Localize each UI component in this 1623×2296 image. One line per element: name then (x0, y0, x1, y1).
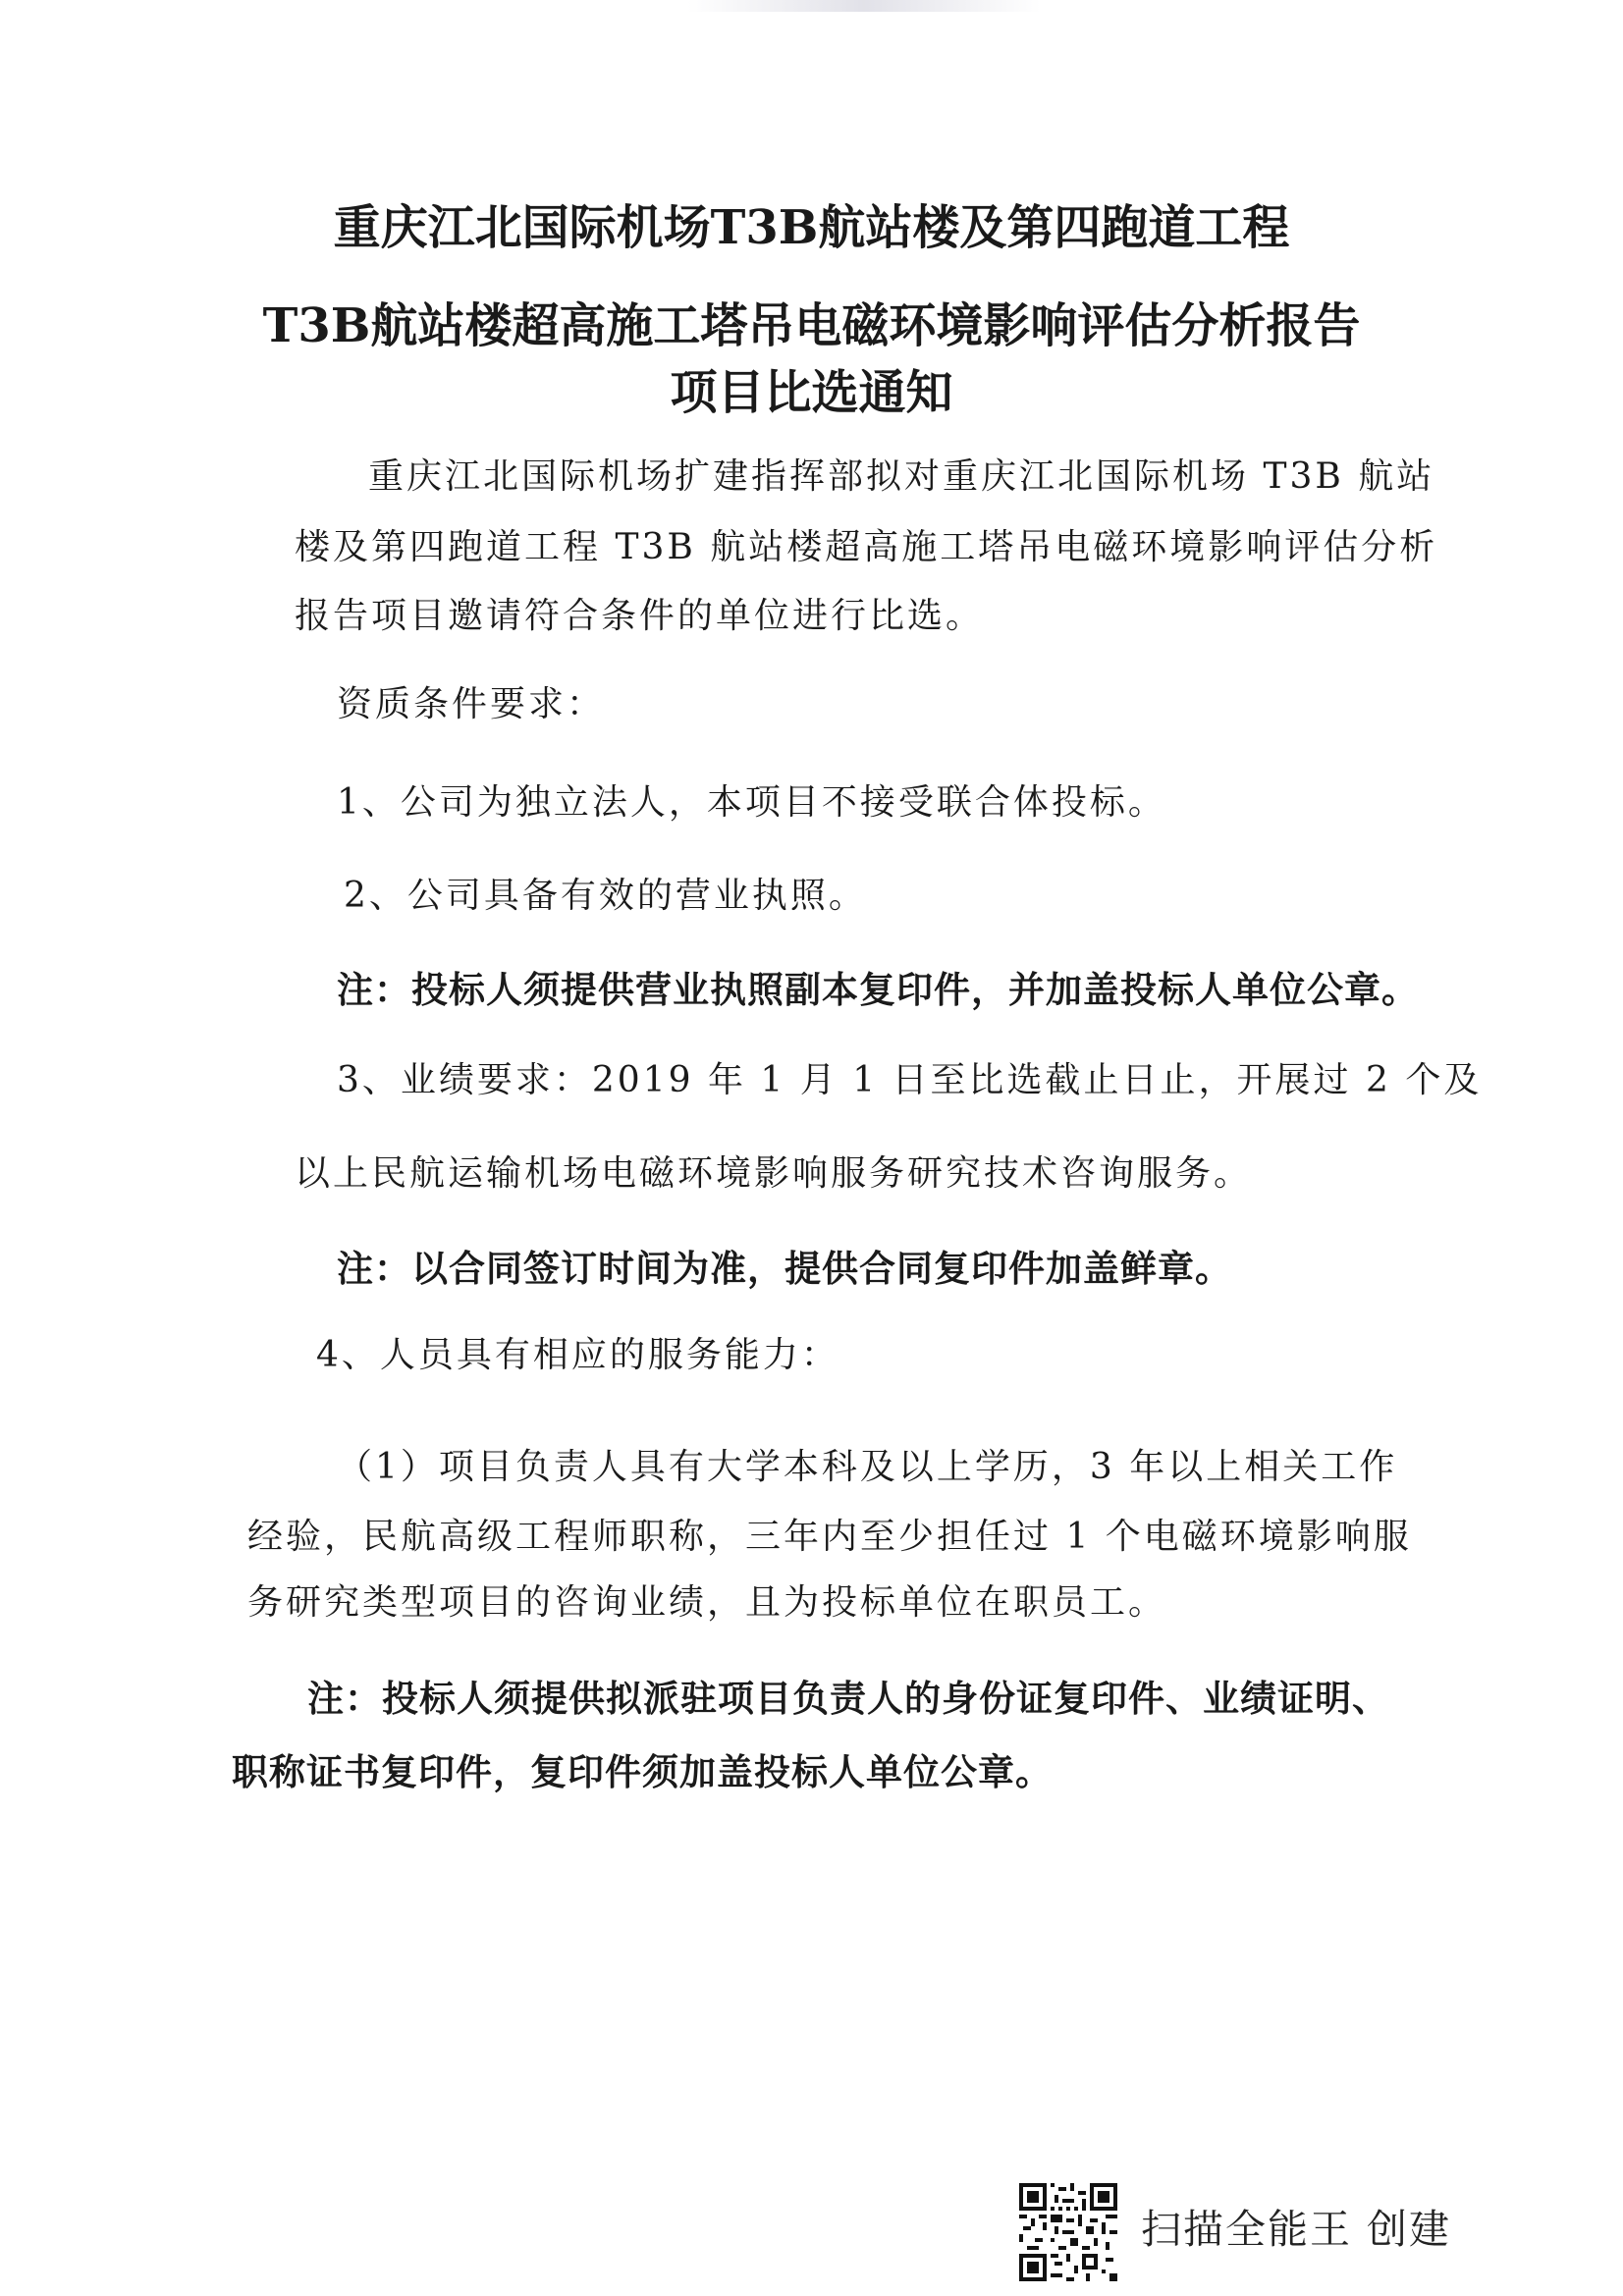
item-4-sub-line-2: 经验，民航高级工程师职称，三年内至少担任过 1 个电磁环境影响服 (247, 1517, 1412, 1557)
note-3-line-1: 注：投标人须提供拟派驻项目负责人的身份证复印件、业绩证明、 (307, 1677, 1389, 1720)
item-2: 2、公司具备有效的营业执照。 (344, 876, 867, 916)
note-3-line-2: 职称证书复印件，复印件须加盖投标人单位公章。 (232, 1750, 1053, 1793)
item-4-sub-line-3: 务研究类型项目的咨询业绩，且为投标单位在职员工。 (247, 1582, 1167, 1623)
intro-line-1: 重庆江北国际机场扩建指挥部拟对重庆江北国际机场 T3B 航站 (368, 456, 1435, 497)
title-line-2: T3B航站楼超高施工塔吊电磁环境影响评估分析报告 (262, 298, 1361, 353)
item-4: 4、人员具有相应的服务能力： (316, 1335, 839, 1375)
item-4-sub-line-1: （1）项目负责人具有大学本科及以上学历，3 年以上相关工作 (337, 1447, 1398, 1487)
item-1: 1、公司为独立法人，本项目不接受联合体投标。 (337, 782, 1166, 823)
scanner-watermark-label: 扫描全能王 创建 (1141, 2206, 1452, 2253)
section-heading: 资质条件要求： (337, 684, 606, 724)
title-line-1: 重庆江北国际机场T3B航站楼及第四跑道工程 (333, 200, 1290, 255)
item-3-line-1: 3、业绩要求：2019 年 1 月 1 日至比选截止日止，开展过 2 个及 (337, 1060, 1483, 1100)
intro-line-3: 报告项目邀请符合条件的单位进行比选。 (295, 596, 985, 636)
scan-artifact (687, 0, 1041, 12)
item-3-line-2: 以上民航运输机场电磁环境影响服务研究技术咨询服务。 (295, 1153, 1253, 1194)
intro-line-2: 楼及第四跑道工程 T3B 航站楼超高施工塔吊电磁环境影响评估分析 (295, 527, 1438, 567)
title-line-3: 项目比选通知 (670, 365, 953, 420)
note-1: 注：投标人须提供营业执照副本复印件，并加盖投标人单位公章。 (337, 968, 1419, 1011)
note-2: 注：以合同签订时间为准，提供合同复印件加盖鲜章。 (337, 1247, 1232, 1290)
qr-code-icon (1019, 2183, 1117, 2281)
